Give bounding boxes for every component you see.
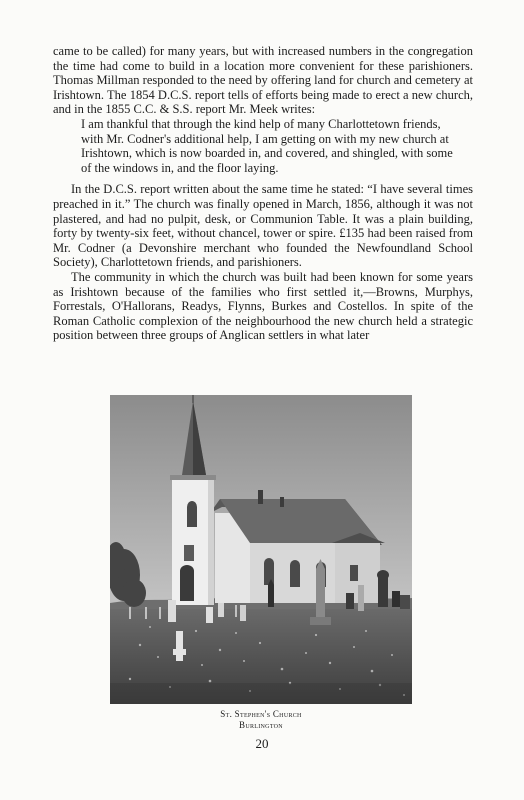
church-photograph [110,395,412,704]
caption-location: Burlington [239,720,283,730]
caption-title: St. Stephen's Church [220,709,302,719]
paragraph-continued: came to be called) for many years, but with increased numbers in the congregation the time had come to build in a location more convenient for these parishioners. Thomas Millman responded to the need by offering land for church and cemetery at Irishtown. The 1854 D.C.S. report tells of efforts being made to erect a new church, and in the 1855 C.C. & S.S. report Mr. Meek writes: [53,44,473,117]
page-number: 20 [255,736,269,751]
paragraph-dcs-report: In the D.C.S. report written about the same time he stated: “I have several times preached in it.” The church was finally opened in March, 1856, although it was not plastered, and had no pulpit, desk, or Communion Table. It was a plain building, forty by twenty-six feet, without chancel, tower or spire. £135 had been raised from Mr. Codner (a Devonshire merchant who founded the Newfoundland School Society), Charlottetown friends, and parishioners. [53,182,473,270]
photo-caption [110,709,412,731]
paragraph-irishtown: The community in which the church was built had been known for some years as Irishtown because of the families who first settled it,—Browns, Murphys, Forrestals, O'Hallorans, Readys, Flynns, Burkes and Costellos. In spite of the Roman Catholic complexion of the neighbourhood the new church held a strategic position between three groups of Anglican settlers in what later [53,269,473,343]
block-quote: I am thankful that through the kind help of many Charlottetown friends, with Mr. Codner's additional help, I am getting on with my new church at Irishtown, which is now boarded in, and covered, and shingled, with some of the windows in, and the floor laying. [81,116,453,175]
body-text [53,44,473,343]
